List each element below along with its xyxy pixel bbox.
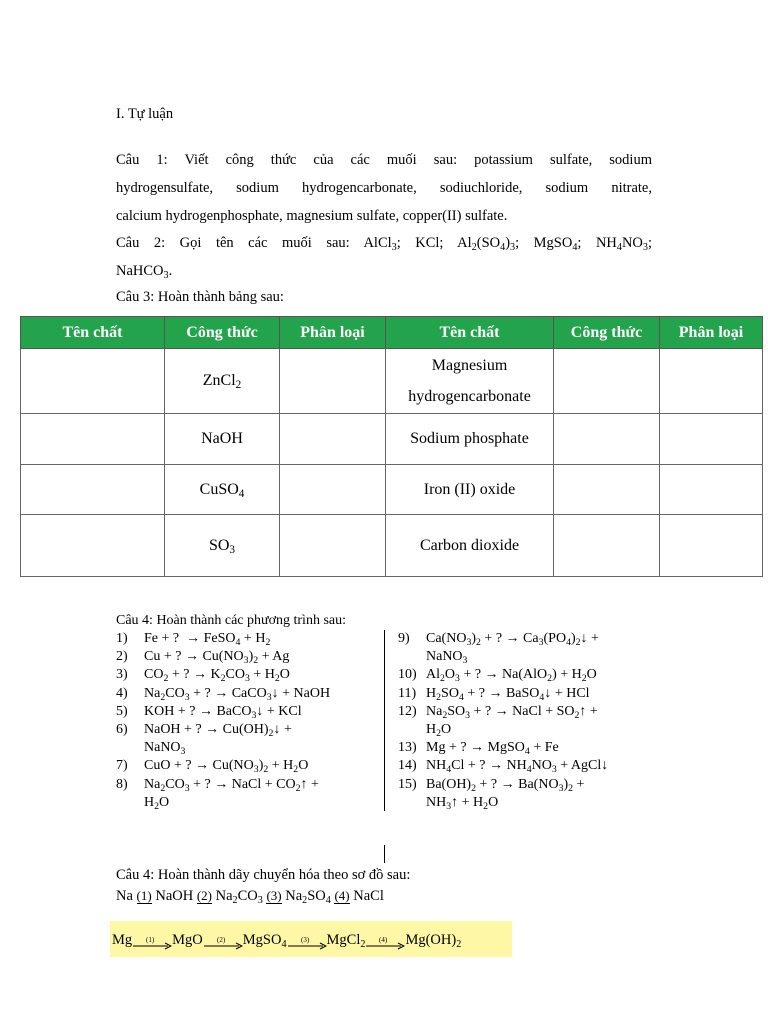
header-phan-loai: Phân loại [280,317,386,349]
cell-empty[interactable] [660,414,763,465]
cell-empty[interactable] [554,515,660,577]
equation-1: 1) Fe + ? → FeSO$_4$ + $H_2$ [116,631,271,648]
equations-right [398,630,648,812]
equation-12: 12) $Na_2SO_3$ + ? → NaCl + $SO_2↑$ + $H_2O$ [398,703,598,740]
equation-5: 5) KOH + ? → BaCO$_3$↓ + KCl [116,703,302,721]
step-3-label: (3) [266,888,282,903]
cell-empty[interactable] [554,465,660,515]
question-3: Câu 3: Hoàn thành bảng sau: [116,289,284,305]
table-row [21,414,763,465]
equation-9: 9) $Ca(NO_3)_2$ + ? → $Ca_3(PO_4)_2↓$ + NaNO$_3$ [398,631,599,667]
question-4b: Câu 4: Hoàn thành dãy chuyển hóa theo sơ đồ sau: [116,867,411,883]
cell-name: Iron (II) oxide [386,465,554,515]
cell-empty[interactable] [280,349,386,414]
header-phan-loai-2: Phân loại [660,317,763,349]
question-1-line-1: Câu 1: Viết công thức của các muối sau: potassium sulfate, sodium [116,152,652,168]
chain2-mgso4: MgSO$_4$ [242,932,287,950]
cell-empty[interactable] [660,465,763,515]
column-divider [384,630,385,811]
cell-empty[interactable] [660,515,763,577]
chain2-mgoh2: $Mg(OH)_2$ [405,932,462,950]
cell-empty[interactable] [280,515,386,577]
equation-2: 2) Cu + ? → $Cu(NO_3)_2 + Ag$ [116,649,290,667]
question-1-line-2: hydrogensulfate, sodium hydrogencarbonate, sodiuchloride, sodium nitrate, [116,180,652,196]
table-header-row [21,317,763,349]
arrow-2-icon [203,936,243,946]
equation-3: 3) $CO_2$ + ? → $K_2CO_3 + H_2O$ [116,667,290,685]
chain1-naoh: NaOH [155,888,194,904]
question-2-line-1 [116,229,652,257]
section-title: I. Tự luận [116,106,174,122]
equation-15: 15) $Ba(OH)_2$ + ? → $Ba(NO_3)_2$ + $NH_3↑ + H_2O$ [398,776,585,812]
cell-formula: NaOH [165,414,280,465]
step-4-label: (4) [334,888,350,903]
cell-empty[interactable] [21,349,165,414]
cell-empty[interactable] [554,414,660,465]
equation-14: 14) $NH_4Cl$ + ? → $NH_4NO_3$ + AgCl↓ [398,758,609,776]
cell-empty[interactable] [21,515,165,577]
cell-empty[interactable] [660,349,763,414]
chain1-na2so4: $Na_2SO_4$ [285,888,331,906]
chain2-mgo: MgO [172,932,203,948]
equation-8: 8) $Na_2CO_3$ + ? → NaCl + $CO_2↑$ + $H_2O$ [116,776,319,812]
arrow-4-icon [365,936,405,946]
cell-empty[interactable] [280,465,386,515]
equation-7: 7) CuO + ? → $Cu(NO_3)_2 + H_2O$ [116,758,309,776]
cell-empty[interactable] [21,465,165,515]
cell-formula: $SO_3$ [165,515,280,577]
divider-mark [384,845,385,863]
equation-6: 6) NaOH + ? → $Cu(OH)_2↓$ + NaNO$_3$ [116,722,292,758]
cell-empty[interactable] [280,414,386,465]
chain1-nacl: NaCl [353,888,384,904]
svg-text:(3): (3) [300,935,309,944]
cell-name: Carbon dioxide [386,515,554,577]
salt-table [20,316,763,577]
cell-empty[interactable] [21,414,165,465]
question-2-line-2: NaHCO$_3$. [116,263,173,281]
step-1-label: (1) [136,888,152,903]
cell-formula: CuSO$_4$ [165,465,280,515]
conversion-chain-2 [112,929,461,951]
question-1-line-3: calcium hydrogenphosphate, magnesium sulfate, copper(II) sulfate. [116,208,508,224]
question-1 [116,146,652,230]
arrow-3-icon [287,936,327,946]
cell-name: Magnesium hydrogencarbonate [386,349,554,414]
equation-10: 10) $Al_2O_3$ + ? → $Na(AlO_2) + H_2O$ [398,667,597,685]
header-ten-chat: Tên chất [21,317,165,349]
question-2-formulas: AlCl$_3$; KCl; $Al_2(SO_4)_3$; MgSO$_4$; $NH_4NO_3$; [363,235,652,253]
equation-11: 11) $H_2SO_4$ + ? → BaSO$_4$↓ + HCl [398,685,590,703]
cell-empty[interactable] [554,349,660,414]
arrow-1-icon [132,936,172,946]
cell-name: Sodium phosphate [386,414,554,465]
table-row [21,515,763,577]
table-row [21,465,763,515]
chain1-na2co3: $Na_2CO_3$ [215,888,263,906]
equation-13: 13) Mg + ? → MgSO$_4$ + Fe [398,740,559,758]
chain1-na: Na [116,888,133,904]
step-2-label: (2) [196,888,212,903]
conversion-chain-1 [116,884,384,908]
header-cong-thuc-2: Công thức [554,317,660,349]
header-ten-chat-2: Tên chất [386,317,554,349]
chain2-mgcl2: MgCl$_2$ [326,932,366,950]
equations-left [116,630,372,812]
cell-formula: ZnCl$_2$ [165,349,280,414]
equation-4: 4) $Na_2CO_3$ + ? → CaCO$_3$↓ + NaOH [116,685,331,703]
question-4: Câu 4: Hoàn thành các phương trình sau: [116,613,346,628]
svg-text:(2): (2) [216,935,225,944]
question-2 [116,229,652,285]
header-cong-thuc: Công thức [165,317,280,349]
chain2-mg: Mg [112,932,133,948]
svg-text:(1): (1) [146,935,155,944]
table-row [21,349,763,414]
question-2-prefix: Câu 2: Gọi tên các muối sau: [116,235,350,251]
svg-text:(4): (4) [379,935,388,944]
